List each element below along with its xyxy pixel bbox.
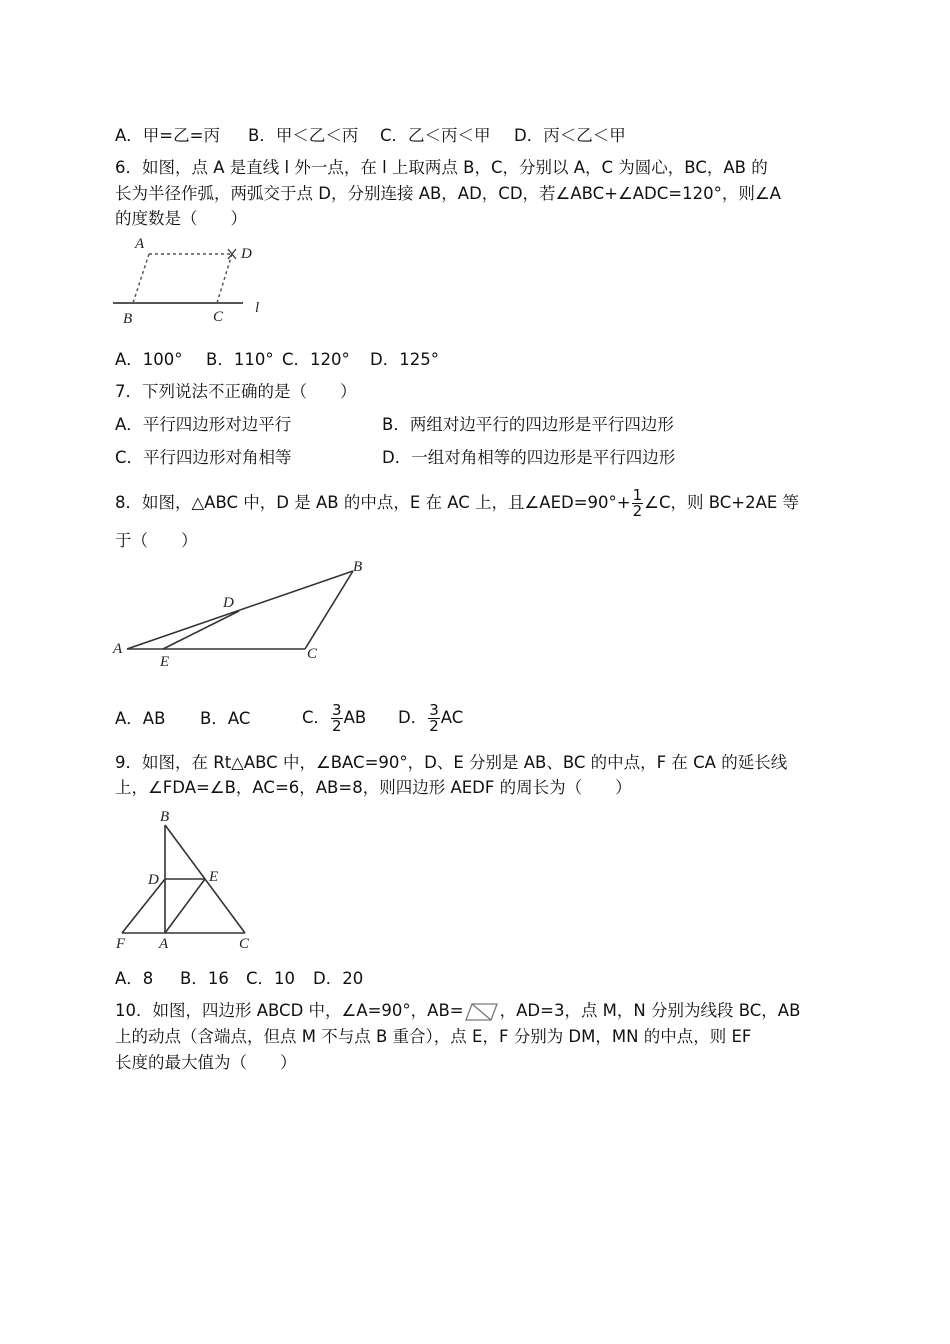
q6-text-line2: 长为半径作弧，两弧交于点 D，分别连接 AB，AD，CD，若∠ABC+∠ADC=120°，则∠A (115, 184, 781, 203)
q8-text-line1 (115, 488, 799, 519)
q8-option-b: B．AC (200, 709, 251, 728)
q8-option-c (302, 698, 366, 738)
q10-text-line1 (115, 1000, 800, 1023)
q10-text-line2: 上的动点（含端点，但点 M 不与点 B 重合），点 E，F 分别为 DM，MN 的中点，则 EF (115, 1027, 752, 1046)
q8-label-e: E (160, 654, 170, 670)
q9-option-a: A．8 (115, 969, 154, 988)
q8-fraction (632, 488, 644, 519)
q9-label-e: E (209, 869, 219, 885)
q8-label-b: B (353, 559, 363, 575)
q9-text-line1: 9．如图，在 Rt△ABC 中，∠BAC=90°，D、E 分别是 AB、BC 的中点，F 在 CA 的延长线 (115, 753, 788, 772)
q6-label-c: C (213, 309, 224, 325)
q8-option-d-suffix: AC (440, 708, 464, 727)
q8-segment-bc (305, 571, 353, 649)
q8-option-c-prefix: C． (302, 708, 331, 727)
q9-label-a: A (159, 936, 169, 952)
broken-formula-icon (464, 1001, 500, 1023)
q8-option-d-fraction (428, 703, 440, 734)
q8-text-line2: 于（ ） (115, 531, 198, 550)
q6-segment-cd (217, 254, 232, 303)
q8-frac-den: 2 (632, 502, 643, 520)
q6-label-b: B (123, 311, 133, 327)
q10-text-line3: 长度的最大值为（ ） (115, 1053, 297, 1072)
q6-label-d: D (241, 246, 252, 262)
q8-label-a: A (113, 641, 123, 657)
q9-text-line2: 上，∠FDA=∠B，AC=6，AB=8，则四边形 AEDF 的周长为（ ） (115, 778, 632, 797)
q8-option-c-den: 2 (332, 717, 342, 735)
q6-option-c: C．120° (282, 350, 350, 369)
q10-text-after: ，AD=3，点 M，N 分别为线段 BC，AB (499, 1001, 801, 1020)
q9-label-d: D (148, 872, 159, 888)
q8-option-d-prefix: D． (398, 708, 428, 727)
q8-option-d-num: 3 (429, 701, 439, 719)
q9-figure (108, 805, 268, 955)
q8-option-a: A．AB (115, 709, 166, 728)
q7-option-c: C．平行四边形对角相等 (115, 448, 292, 467)
q8-label-d: D (223, 595, 234, 611)
q7-option-d: D．一组对角相等的四边形是平行四边形 (382, 448, 676, 467)
q9-segment-ae (165, 879, 205, 933)
q6-option-b: B．110° (206, 350, 274, 369)
q6-option-d: D．125° (370, 350, 439, 369)
q6-text-line1: 6．如图，点 A 是直线 l 外一点，在 l 上取两点 B，C，分别以 A，C 为圆心，BC，AB 的 (115, 158, 768, 177)
q10-text-before: 10．如图，四边形 ABCD 中，∠A=90°，AB= (115, 1001, 464, 1020)
q6-option-a: A．100° (115, 350, 183, 369)
q9-label-f: F (116, 936, 126, 952)
q8-segment-ab (127, 571, 353, 649)
q5-option-b: B．甲＜乙＜丙 (248, 126, 359, 145)
q8-option-c-suffix: AB (343, 708, 367, 727)
q5-option-d: D．丙＜乙＜甲 (514, 126, 626, 145)
q8-label-c: C (307, 646, 318, 662)
q8-option-c-num: 3 (332, 701, 342, 719)
q8-text-after: ∠C，则 BC+2AE 等 (644, 493, 800, 512)
q5-option-c: C．乙＜丙＜甲 (380, 126, 491, 145)
q8-option-c-fraction (331, 703, 343, 734)
q8-segment-de (163, 611, 239, 649)
q6-label-l: l (255, 300, 260, 316)
q9-label-c: C (239, 936, 250, 952)
q6-text-line3: 的度数是（ ） (115, 209, 247, 228)
q5-option-a: A．甲=乙=丙 (115, 126, 220, 145)
q9-option-b: B．16 (180, 969, 229, 988)
q9-label-b: B (160, 809, 170, 825)
q6-figure (105, 232, 275, 327)
q8-text-before: 8．如图，△ABC 中，D 是 AB 的中点，E 在 AC 上，且∠AED=90°+ (115, 493, 631, 512)
q7-option-b: B．两组对边平行的四边形是平行四边形 (382, 415, 674, 434)
q9-option-d: D．20 (313, 969, 364, 988)
q6-segment-ab (133, 254, 149, 303)
q8-frac-num: 1 (632, 486, 643, 504)
q8-option-d-den: 2 (429, 717, 439, 735)
q9-option-c: C．10 (246, 969, 296, 988)
q7-text: 7．下列说法不正确的是（ ） (115, 382, 357, 401)
q8-figure (105, 555, 375, 675)
q8-option-d (398, 698, 463, 738)
q7-option-a: A．平行四边形对边平行 (115, 415, 292, 434)
q6-label-a: A (135, 236, 145, 252)
